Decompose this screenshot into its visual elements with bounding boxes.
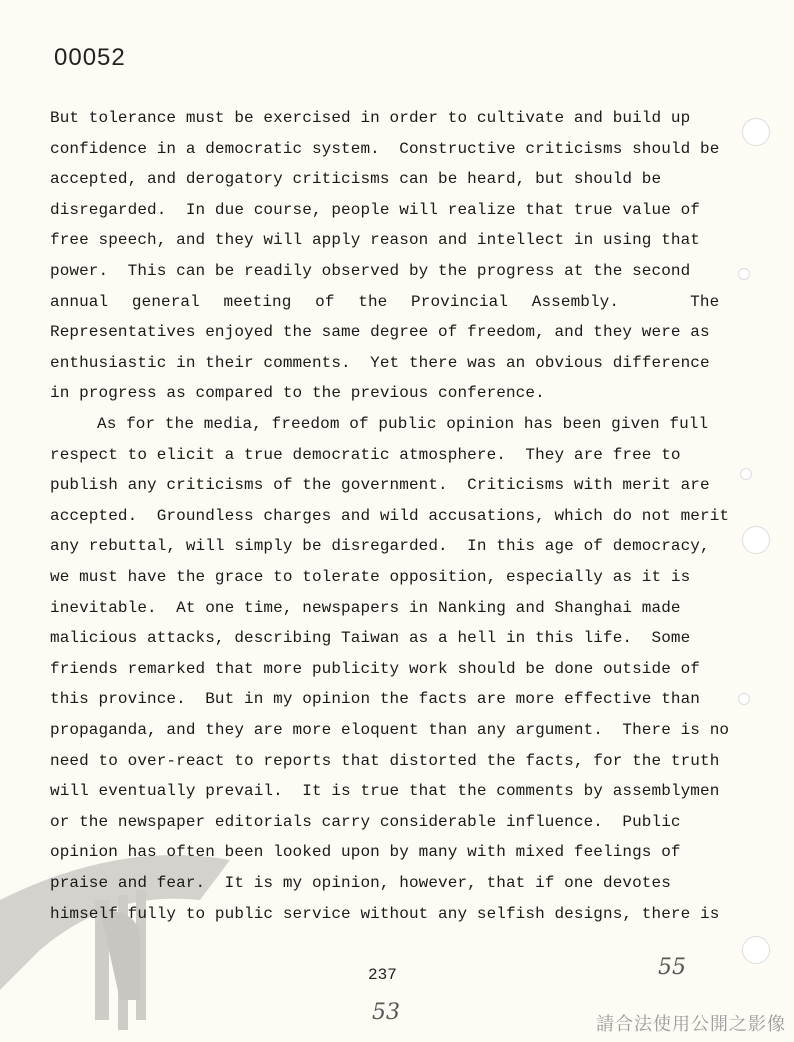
text-line: accepted, and derogatory criticisms can be heard, but should be — [50, 170, 662, 189]
text-line: praise and fear. It is my opinion, however, that if one devotes — [50, 874, 671, 892]
text-line: annual general meeting of the Provincial Assembly. The — [50, 292, 720, 311]
text-line: But tolerance must be exercised in order to cultivate and build up — [50, 109, 691, 127]
text-line: in progress as compared to the previous conference. — [50, 384, 545, 403]
text-line: will eventually prevail. It is true that the comments by assemblymen — [50, 782, 720, 801]
text-line: himself fully to public service without any selfish designs, there is — [50, 904, 720, 923]
usage-watermark: 請合法使用公開之影像 — [596, 1014, 786, 1035]
text-line: confidence in a democratic system. Constructive criticisms should be — [50, 139, 720, 158]
text-line: Representatives enjoyed the same degree of freedom, and they were as — [50, 323, 710, 342]
archive-logo-watermark — [0, 840, 240, 1040]
document-number: 00052 — [54, 44, 126, 71]
handwritten-number-right: 55 — [658, 955, 686, 980]
text-line: respect to elicit a true democratic atmosphere. They are free to — [50, 445, 681, 464]
text-line: we must have the grace to tolerate opposition, especially as it is — [50, 568, 691, 586]
text-line: friends remarked that more publicity work should be done outside of — [50, 659, 701, 678]
text-line: enthusiastic in their comments. Yet there was an obvious difference — [50, 353, 710, 372]
handwritten-number-bottom: 53 — [372, 1000, 400, 1025]
punch-hole — [738, 693, 750, 705]
text-line: or the newspaper editorials carry considerable influence. Public — [50, 812, 681, 831]
text-line: power. This can be readily observed by the progress at the second — [50, 262, 691, 280]
text-line: free speech, and they will apply reason and intellect in using that — [50, 231, 701, 250]
page-number: 237 — [368, 966, 397, 984]
punch-hole — [742, 936, 770, 964]
text-line: publish any criticisms of the government. Criticisms with merit are — [50, 476, 710, 495]
text-line: accepted. Groundless charges and wild accusations, which do not merit — [50, 506, 730, 525]
text-line: any rebuttal, will simply be disregarded. In this age of democracy, — [50, 537, 710, 556]
text-line: opinion has often been looked upon by many with mixed feelings of — [50, 843, 681, 862]
text-line: As for the media, freedom of public opinion has been given full — [97, 415, 709, 433]
text-line: malicious attacks, describing Taiwan as a hell in this life. Some — [50, 629, 691, 648]
punch-hole — [742, 526, 770, 554]
text-line: this province. But in my opinion the facts are more effective than — [50, 690, 701, 709]
text-line: need to over-react to reports that distorted the facts, for the truth — [50, 751, 720, 770]
text-line: disregarded. In due course, people will realize that true value of — [50, 200, 701, 219]
punch-hole — [740, 468, 752, 480]
punch-hole — [742, 118, 770, 146]
text-line: inevitable. At one time, newspapers in Nanking and Shanghai made — [50, 598, 681, 617]
punch-hole — [738, 268, 750, 280]
text-line: propaganda, and they are more eloquent than any argument. There is no — [50, 721, 730, 739]
